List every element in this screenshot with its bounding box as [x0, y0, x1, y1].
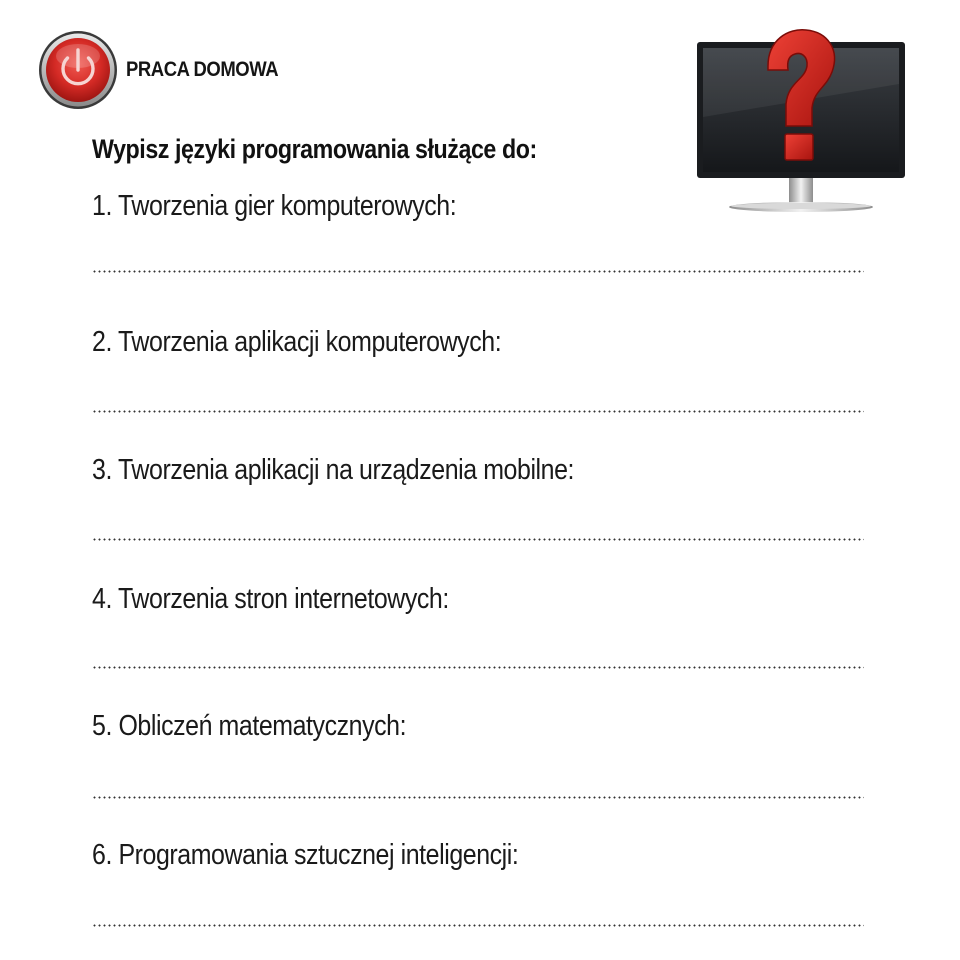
answer-line-6[interactable]: [92, 924, 864, 927]
question-3: 3. Tworzenia aplikacji na urządzenia mobilne:: [92, 454, 575, 486]
question-6: 6. Programowania sztucznej inteligencji:: [92, 839, 519, 871]
answer-line-1[interactable]: [92, 270, 864, 273]
worksheet-header: [38, 30, 299, 110]
header-title: PRACA DOMOWA: [126, 58, 279, 81]
power-button-icon: [38, 30, 118, 110]
question-1: 1. Tworzenia gier komputerowych:: [92, 190, 457, 222]
monitor-question-mark-icon: [695, 22, 907, 214]
answer-line-5[interactable]: [92, 796, 864, 799]
answer-line-4[interactable]: [92, 666, 864, 669]
answer-line-2[interactable]: [92, 410, 864, 413]
worksheet-instruction: Wypisz języki programowania służące do:: [92, 134, 537, 164]
question-4: 4. Tworzenia stron internetowych:: [92, 583, 449, 615]
question-5: 5. Obliczeń matematycznych:: [92, 710, 407, 742]
question-2: 2. Tworzenia aplikacji komputerowych:: [92, 326, 502, 358]
answer-line-3[interactable]: [92, 538, 864, 541]
